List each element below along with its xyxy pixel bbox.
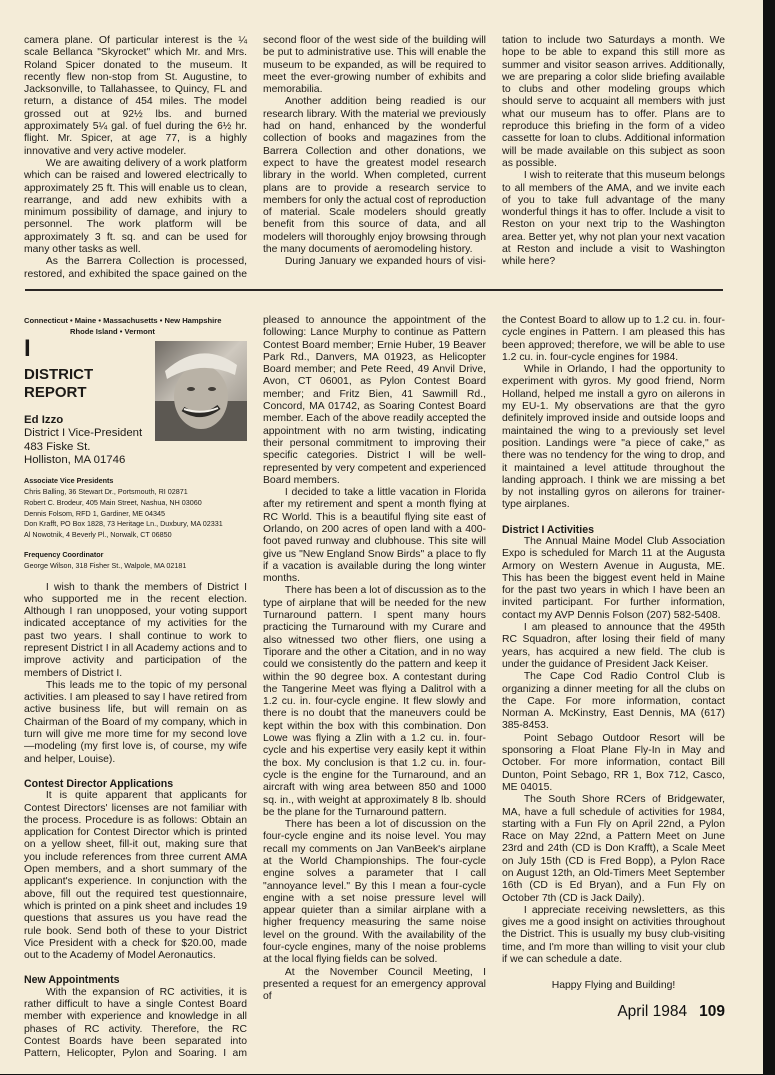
- paragraph: There has been a lot of discussion as to the type of airplane that will be needed for the new Turnaround pattern. I spent many hours practicing the Turnaround with my Curare and also witnessed two other fliers, one using a Tiporare and the other a Citation, and in no way could we consistently do the pattern and keep it within the 90 degree box. A contestant during the Tangerine Meet was flying a Dalitrol with a 1.2 cu. in. four-cycle engine. It flew slowly and there is no doubt that the maneuvers could be kept within the box with this combination. Don Lowe was flying a Zlin with a 1.2 cu. in. four-cycle and his expertise very easily kept it within the box. My conclusion is that 1.2 cu. in. four-cycle is the engine for the Turnaround, and an aircraft with wing area between 850 and 1000 sq. in., with weight at approximately 8 lb. should be the plane for the Turnaround pattern.: [263, 585, 486, 818]
- paragraph: I am pleased to announce that the 495th RC Squadron, after losing their field of many years, has acquired a new field. The club is under the guidance of President Jack Keiser.: [502, 622, 725, 670]
- paragraph: pleased to announce the appointment of the following: Lance Murphy to continue as Pattern Contest Board member; Ernie Huber, 19 Beaver Park Rd., Danvers, MA 01923, as Helicopter Board member; and Pete Reed, 49 Anvil Drive, Avon, CT 06001, as Pylon Contest Board member; and Fritz Bien, 41 Sawmill Rd., Concord, MA 01742, as Soaring Contest Board member. Each of the above readily accepted the appointment with no arm twisting, indicating their personal commitment to improving their specific categories. District I will be well-represented by very competent and experienced Board members.: [263, 314, 486, 486]
- paragraph: During January we expanded hours of visi-: [284, 256, 486, 268]
- district-numeral: I: [24, 334, 31, 362]
- freq-entry: George Wilson, 318 Fisher St., Walpole, MA 02181: [24, 560, 187, 570]
- paragraph: tation to include two Saturdays a month. We hope to be able to expand this still more as summer and visitor season arrives. Additionally, we are preparing a color slide briefing available to clubs and other modeling groups which should serve to acquaint all members with just what our museum has to offer. Plans are to reproduce this briefing in the form of a video cassette for loan to clubs. Additional information will be made available on this subject as soon as possible.: [502, 35, 725, 169]
- issue-date: April 1984: [617, 1002, 688, 1020]
- header-spacer: [24, 572, 247, 582]
- top-column-3: [502, 35, 725, 269]
- section-heading: New Appointments: [24, 974, 120, 987]
- paragraph: With the expansion of RC activities, it is rather difficult to have a single Contest Board member with experience and knowledge in all phases of RC activity. Therefore, the RC Contest Boards have been separated into Pattern, Helicopter, Pylon and Soaring. I am: [24, 986, 247, 1060]
- paragraph: I wish to reiterate that this museum belongs to all members of the AMA, and we invite each of you to take full advantage of the many wonderful things it has to offer. Include a visit to Reston on your next trip to the Washington area. Better yet, why not plan your next vacation at Reston and include a visit to Washington while here?: [502, 170, 725, 268]
- district-report-header: [24, 315, 247, 582]
- avp-entry: Don Krafft, PO Box 1828, 73 Heritage Ln., Duxbury, MA 02331: [24, 519, 223, 529]
- district-states: [24, 315, 247, 337]
- report-title: DISTRICT REPORT: [24, 365, 94, 401]
- paragraph: It is quite apparent that applicants for Contest Directors' licenses are not familiar with the process. Procedure is as follows: Obtain an application for Contest Director which is printed on a yellow sheet, fill-it out, making sure that you include references from three current AMA Open members, and a short summary of the applicant's experience. In conjunction with the above, fill out the required test questionnaire, which is printed on a pink sheet and includes 19 questions that assures us you have read the rule book. Send both of these to your District Vice President with a check for $20.00, made out to the Academy of Model Aeronautics.: [24, 790, 247, 962]
- states-line: Rhode Island • Vermont: [70, 326, 155, 336]
- paragraph: At the November Council Meeting, I presented a request for an emergency approval of: [263, 966, 486, 1003]
- paragraph: This leads me to the topic of my personal activities. I am pleased to say I have retired from active business life, but will remain on as Chairman of the Board of my company, which in turn will give me more time for my second love—modeling (my first love is, of course, my wife and helper, Louise).: [24, 679, 247, 765]
- avp-entry: Chris Balling, 36 Stewart Dr., Portsmouth, RI 02871: [24, 486, 188, 496]
- paragraph: I appreciate receiving newsletters, as this gives me a good insight on activities throughout the District. This is usually my busy club-visiting time, and I'm more than willing to visit your club if we can schedule a date.: [502, 904, 725, 966]
- paragraph: camera plane. Of particular interest is the ¼ scale Bellanca "Skyrocket" which Mr. and Mrs. Roland Spicer donated to the museum. It recently flew non-stop from St. Augustine, to Jacksonville, to Tallahassee, to Quincy, FL and return, a distance of 454 miles. The model grossed out at 92½ lbs. and burned approximately 5¼ gal. of fuel during the 6½ hr. flight. Mr. Spicer, at age 77, is a highly innovative and very active modeler.: [24, 35, 247, 157]
- paragraph: While in Orlando, I had the opportunity to experiment with gyros. My good friend, Norm Holland, helped me install a gyro on ailerons in my EU-1. My observations are that the gyro definitely improved inside and outside loops and maintained the wing to a previously set level position. Landings were "a piece of cake," as there was no tendency for the wing to drop, and it maintained a level attitude throughout the landing approach. I think we are missing a bet by not installing gyros on ailerons for trainer-type airplanes.: [502, 364, 725, 511]
- page-number: 109: [699, 1002, 725, 1020]
- paragraph: second floor of the west side of the building will be put to administrative use. This will enable the museum to be expanded, as will be required to meet the ever-growing number of exhibits and memorabilia.: [263, 35, 486, 96]
- district-report: [24, 315, 763, 1061]
- section-heading: Contest Director Applications: [24, 777, 174, 790]
- section-heading: District I Activities: [502, 523, 595, 536]
- closing-line: Happy Flying and Building!: [551, 980, 676, 992]
- paragraph: The South Shore RCers of Bridgewater, MA, have a full schedule of activities for 1984, starting with a Fun Fly on April 22nd, a Pylon Race on May 22nd, a Pattern Meet on June 23rd and 24th (CD is Don Krafft), a Scale Meet on July 15th (CD is Fred Bopp), a Pylon Race on August 12th, an Old-Timers Meet September 16th (CD is Ed Bryan), and a Fun Fly on October 7th (CD is Jack Daily).: [502, 794, 725, 904]
- bottom-column-1: [24, 315, 247, 1061]
- paragraph: There has been a lot of discussion on the four-cycle engine and its noise level. You may recall my comments on Jan VanBeek's airplane at the World Championships. The four-cycle engine solves a parameter that I call "annoyance level." By this I mean a four-cycle engine with a set noise pressure level will appear quieter than a similar airplane with a higher frequency measuring the same noise level on the ground. With the availability of the four-cycle engines, many of the noise problems at the local flying fields can be solved.: [263, 819, 486, 966]
- freq-heading: Frequency Coordinator: [24, 549, 104, 559]
- top-column-2: [263, 35, 486, 269]
- avp-entry: Robert C. Brodeur, 405 Main Street, Nashua, NH 03060: [24, 497, 202, 507]
- paragraph: The Cape Cod Radio Control Club is organizing a dinner meeting for all the clubs on the Cape. For more information, contact Norman A. McKinstry, East Dennis, MA (617) 385-8453.: [502, 671, 725, 732]
- museum-article: [24, 35, 763, 281]
- bottom-column-2: [263, 315, 486, 1004]
- page-footer: [502, 1003, 725, 1021]
- vp-name: Ed Izzo: [24, 413, 64, 426]
- section-divider: [25, 289, 723, 291]
- associate-vps: [24, 467, 247, 541]
- paragraph: the Contest Board to allow up to 1.2 cu. in. four-cycle engines in Pattern. I am pleased this has been approved; therefore, we will be able to use 1.2 cu. in. four-cycle engines for 1984.: [502, 314, 725, 363]
- paragraph: Point Sebago Outdoor Resort will be sponsoring a Float Plane Fly-In in May and October. For more information, contact Bill Dunton, Point Sebago, RR 1, Box 712, Casco, ME 04015.: [502, 732, 725, 793]
- avp-entry: Al Nowotnik, 4 Beverly Pl., Norwalk, CT 06850: [24, 530, 172, 540]
- states-line: Connecticut • Maine • Massachusetts • New Hampshire: [24, 315, 222, 325]
- portrait-image: [155, 341, 247, 441]
- paragraph: The Annual Maine Model Club Association Expo is scheduled for March 11 at the Augusta Armory on Western Avenue in Augusta, ME. This has been the biggest event held in Maine for the past two years in which I have been an invited participant. For further information, contact my AVP Dennis Folson (207) 582-5408.: [502, 535, 725, 621]
- paragraph: Another addition being readied is our research library. With the material we previously had on hand, enhanced by the wonderful collection of books and magazines from the Barrera Collection and other donations, we expect to have the greatest model research library in the world. When completed, current plans are to provide a research service to members for only the actual cost of reproduction of material. Scale modelers should greatly benefit from this source of data, and all modelers will thoroughly enjoy browsing through the many documents of aeromodeling history.: [263, 96, 486, 256]
- paragraph: I wish to thank the members of District I who supported me in the recent election. Although I ran unopposed, your voting support indicated acceptance of my activities for the past two years. I shall continue to work to represent District I in all Academy actions and to improve activity and participation of the members of District I.: [24, 581, 247, 679]
- bottom-column-3: [502, 315, 725, 1021]
- avp-heading: Associate Vice Presidents: [24, 476, 114, 486]
- frequency-coordinator: [24, 541, 247, 572]
- top-column-1: [24, 35, 247, 281]
- author-photo: [155, 341, 247, 441]
- vp-city: Holliston, MA 01746: [24, 453, 126, 466]
- paragraph: I decided to take a little vacation in Florida after my retirement and spent a month flying at RC World. This is a beautiful flying site east of Orlando, on 200 acres of open land with a 400-foot paved runway and clubhouse. This site will give us "New England Snow Birds" a place to fly if a vacation is available during the long winter months.: [263, 487, 486, 585]
- avp-entry: Dennis Folsom, RFD 1, Gardiner, ME 04345: [24, 508, 166, 518]
- vp-title: District I Vice-President: [24, 427, 143, 440]
- paragraph: As the Barrera Collection is processed, restored, and exhibited the space gained on the: [24, 256, 247, 280]
- paragraph: We are awaiting delivery of a work platform which can be raised and lowered electrically to approximately 25 ft. This will enable us to clean, rearrange, and add new exhibits with a minimum possibility of damage, and injury to personnel. The work platform will be approximately 3 ft. sq. and can be used for many other tasks as well.: [24, 157, 247, 256]
- vp-street: 483 Fiske St.: [24, 440, 91, 453]
